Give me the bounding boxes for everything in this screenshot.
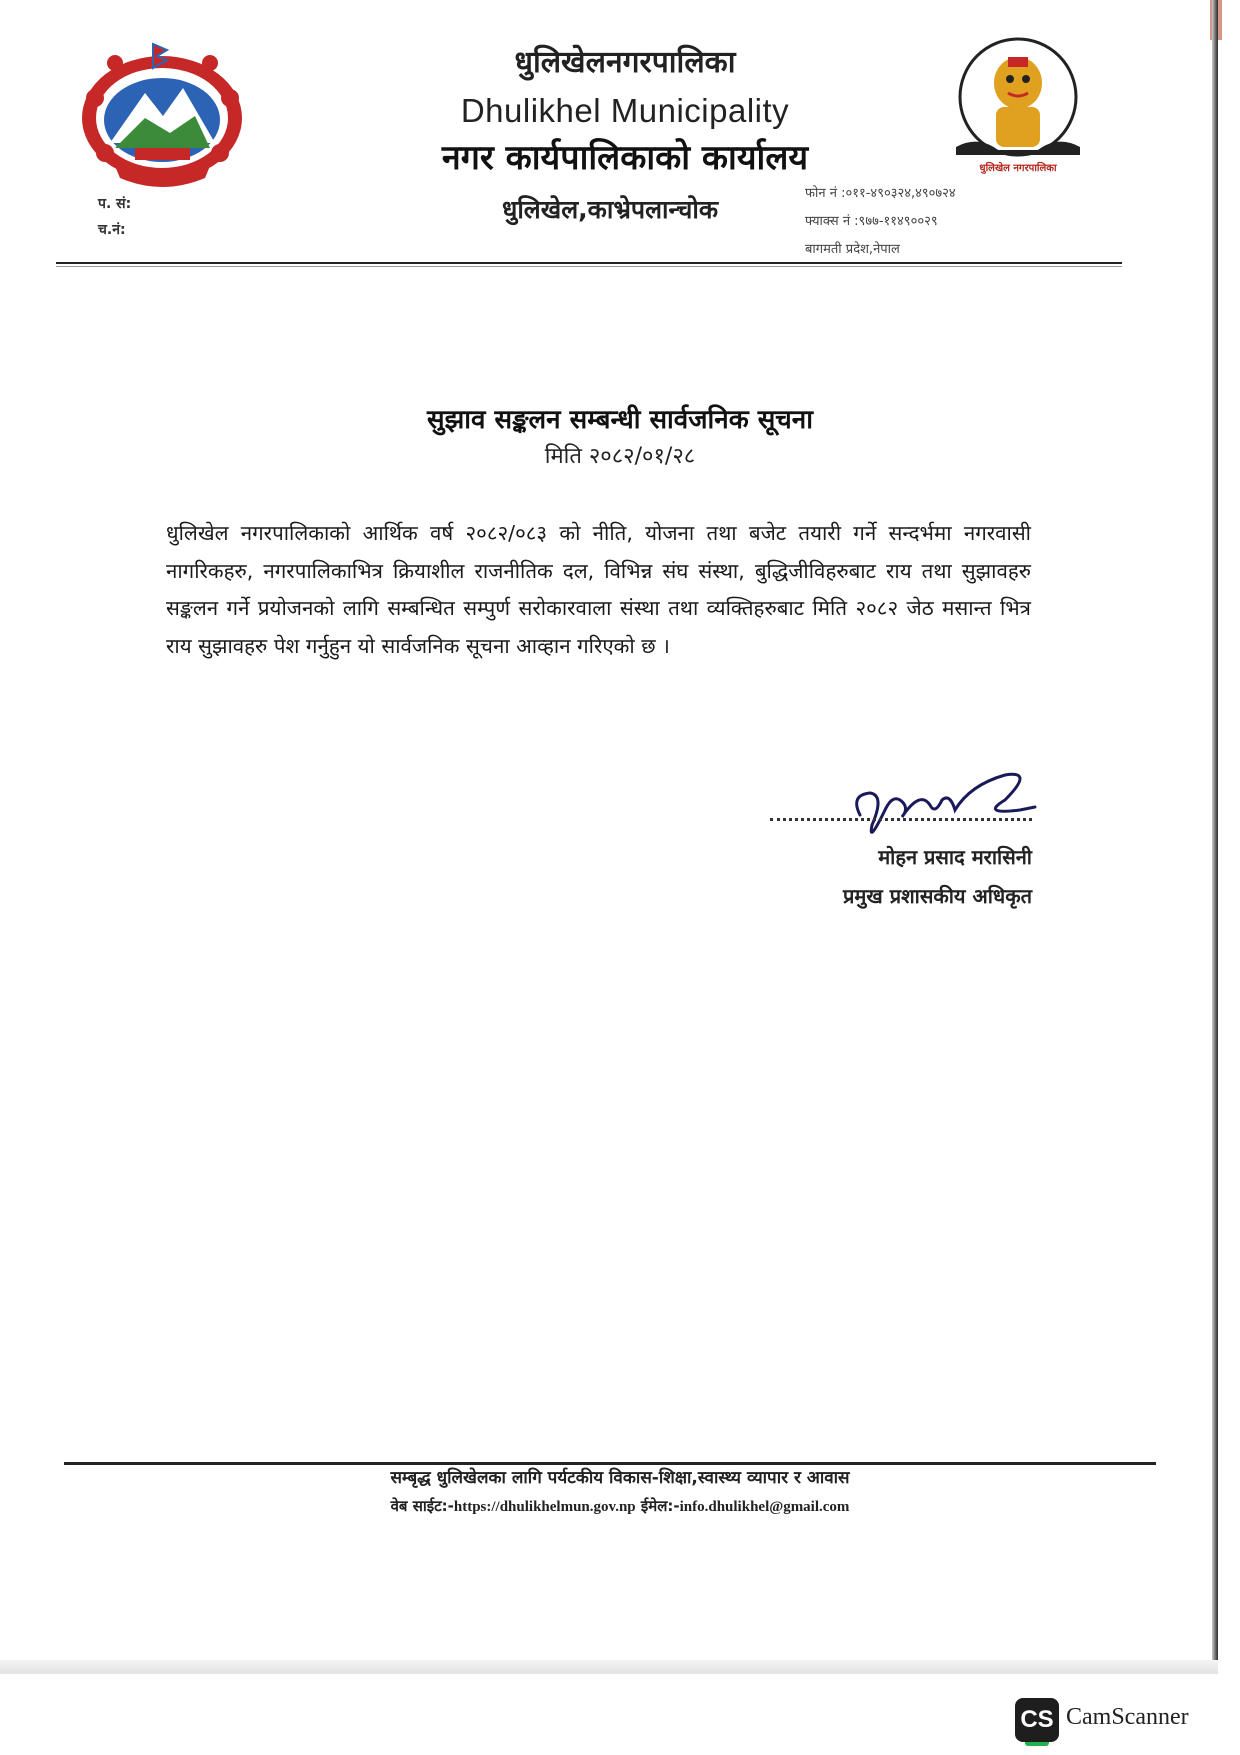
logo-caption: धुलिखेल नगरपालिका [979,163,1057,174]
email-label: ईमेल:- [640,1497,680,1515]
municipality-name-english: Dhulikhel Municipality [460,92,790,129]
footer-tagline: सम्बृद्ध धुलिखेलका लागि पर्यटकीय विकास-शिक्षा,स्वास्थ्य व्यापार र आवास [390,1468,850,1488]
notice-body: धुलिखेल नगरपालिकाको आर्थिक वर्ष २०८२/०८३ को नीति, योजना तथा बजेट तयारी गर्ने सन्दर्भमा नगरवासी नागरिकहरु, नगरपालिकाभित्र क्रियाशील राजनीतिक दल, विभिन्न संघ संस्था, बुद्धिजीविहरुबाट राय तथा सुझावहरु सङ्कलन गर्ने प्रयोजनको लागि सम्बन्धित सम्पुर्ण सरोकारवाला संस्था तथा व्यक्तिहरुबाट मिति २०८२ जेठ मसान्त भित्र राय सुझावहरु पेश गर्नुहुन यो सार्वजनिक सूचना आव्हान गरिएको छ । [166,521,1031,658]
camscanner-logo-icon: CS [1015,1698,1059,1742]
header-divider [56,262,1122,264]
header-divider-thin [56,266,1122,267]
website-link[interactable]: https://dhulikhelmun.gov.np [453,1499,636,1515]
signatory-post: प्रमुख प्रशासकीय अधिकृत [843,884,1032,908]
footer-contact [200,1496,1040,1516]
municipality-name-nepali: धुलिखेलनगरपालिका [514,45,736,80]
phone-number: फोन नं :०११-४९०३२४,४९०७२४ [805,186,956,201]
ref-chalani-label: च.नं: [98,222,126,238]
email-link[interactable]: info.dhulikhel@gmail.com [679,1499,850,1515]
signature-icon [830,755,1040,850]
scan-bottom-shade [0,1660,1218,1674]
dhulikhel-logo-icon [948,35,1088,180]
nepal-emblem-icon [75,38,250,188]
province-address: बागमती प्रदेश,नेपाल [805,242,900,257]
ref-patra-label: प. सं: [98,196,132,212]
website-label: वेब साईट:- [390,1497,454,1515]
office-location: धुलिखेल,काभ्रेपलान्चोक [501,195,719,224]
fax-number: फ्याक्स नं :९७७-११४९००२९ [805,214,938,229]
scan-page-edge [1212,0,1218,1670]
notice-title: सुझाव सङ्कलन सम्बन्धी सार्वजनिक सूचना [427,405,813,435]
notice-date: मिति २०८२/०१/२८ [544,444,696,469]
signature-line [770,818,1032,821]
signatory-name: मोहन प्रसाद मरासिनी [878,845,1032,869]
camscanner-watermark: CamScanner [1066,1704,1189,1730]
office-name: नगर कार्यपालिकाको कार्यालय [441,138,809,178]
